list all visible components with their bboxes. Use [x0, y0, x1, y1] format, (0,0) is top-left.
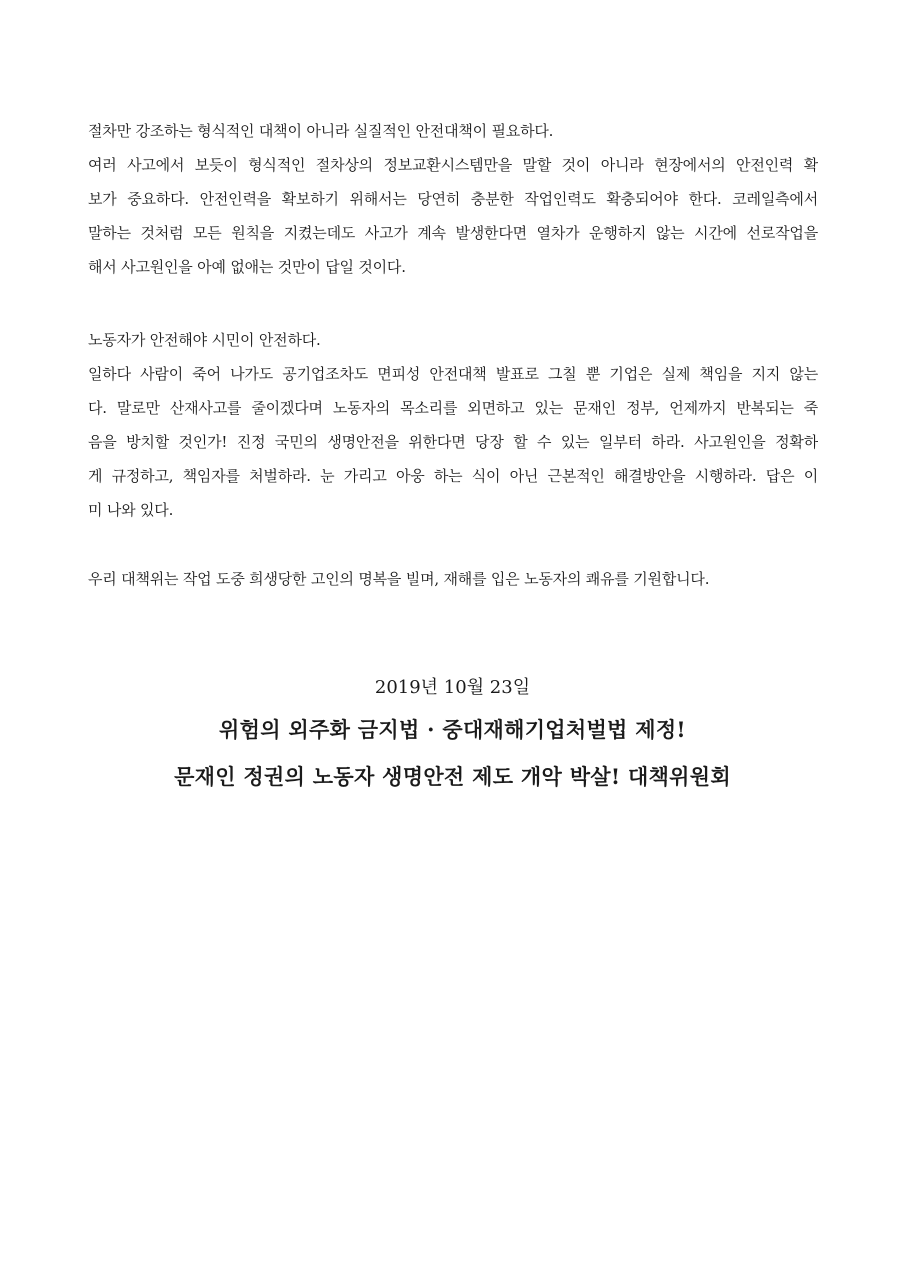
paragraph-heading: 노동자가 안전해야 시민이 안전하다. [88, 331, 321, 349]
paragraph-line: 일하다 사람이 죽어 나가도 공기업조차도 면피성 안전대책 발표로 그칠 뿐 기업은 실제 책임을 지지 않는 [88, 365, 818, 383]
paragraph-line: 음을 방치할 것인가! 진정 국민의 생명안전을 위한다면 당장 할 수 있는 일부터 하라. 사고원인을 정확하 [88, 433, 818, 451]
paragraph-heading: 절차만 강조하는 형식적인 대책이 아니라 실질적인 안전대책이 필요하다. [88, 122, 554, 140]
paragraph-worker-safety [88, 323, 818, 527]
paragraph-line: 우리 대책위는 작업 도중 희생당한 고인의 명복을 빌며, 재해를 입은 노동자의 쾌유를 기원합니다. [88, 570, 710, 588]
committee-slogan-line-2: 문재인 정권의 노동자 생명안전 제도 개악 박살! 대책위원회 [174, 764, 731, 789]
paragraph-line: 게 규정하고, 책임자를 처벌하라. 눈 가리고 아웅 하는 식이 아닌 근본적인 해결방안을 시행하라. 답은 이 [88, 467, 818, 485]
paragraph-line: 다. 말로만 산재사고를 줄이겠다며 노동자의 목소리를 외면하고 있는 문재인 정부, 언제까지 반복되는 죽 [88, 399, 818, 417]
paragraph-safety-measures [88, 114, 818, 284]
committee-slogan-line-1: 위험의 외주화 금지법 · 중대재해기업처벌법 제정! [219, 717, 686, 742]
paragraph-line: 해서 사고원인을 아예 없애는 것만이 답일 것이다. [88, 258, 406, 276]
paragraph-line: 미 나와 있다. [88, 501, 174, 519]
paragraph-line: 말하는 것처럼 모든 원칙을 지켰는데도 사고가 계속 발생한다면 열차가 운행하지 않는 시간에 선로작업을 [88, 224, 818, 242]
paragraph-condolence [88, 562, 818, 596]
paragraph-line: 보가 중요하다. 안전인력을 확보하기 위해서는 당연히 충분한 작업인력도 확충되어야 한다. 코레일측에서 [88, 190, 818, 208]
paragraph-line: 여러 사고에서 보듯이 형식적인 절차상의 정보교환시스템만을 말할 것이 아니라 현장에서의 안전인력 확 [88, 156, 818, 174]
document-date: 2019년 10월 23일 [374, 677, 531, 698]
